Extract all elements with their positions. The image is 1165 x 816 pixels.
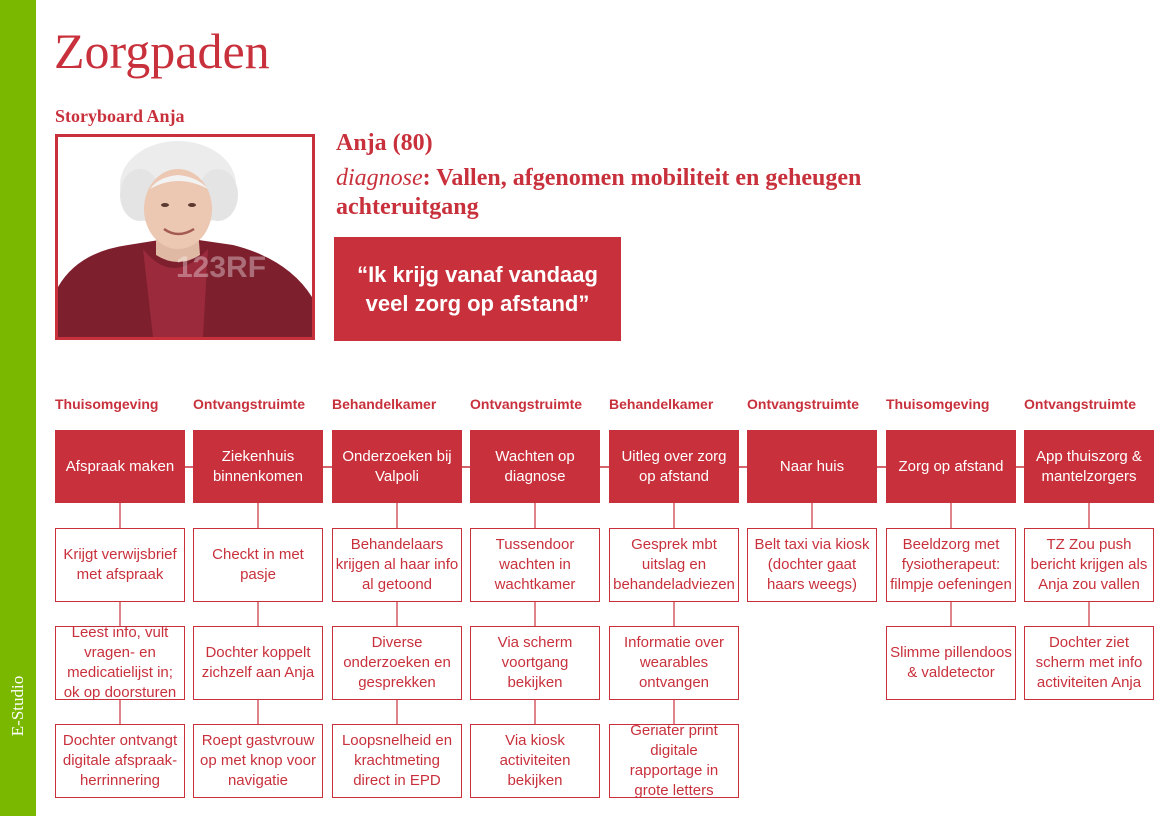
step-box: Uitleg over zorg op afstand [609,430,739,503]
diagnosis-text: : Vallen, afgenomen mobiliteit en geheugen achteruitgang [336,165,862,220]
detail-box: Checkt in met pasje [193,528,323,602]
location-label: Ontvangstruimte [193,396,306,412]
detail-box: Geriater print digitale rapportage in grote letters [609,724,739,798]
detail-box: Beeldzorg met fysiotherapeut: filmpje oefeningen [886,528,1016,602]
location-label: Ontvangstruimte [1024,396,1137,412]
detail-box: Tussendoor wachten in wachtkamer [470,528,600,602]
step-box: Zorg op afstand [886,430,1016,503]
quote-box: “Ik krijg vanaf vandaag veel zorg op afstand” [334,237,621,341]
location-label: Ontvangstruimte [747,396,860,412]
location-label: Thuisomgeving [886,396,990,412]
elderly-woman-portrait-image [58,137,312,337]
detail-box: Gesprek mbt uitslag en behandeladviezen [609,528,739,602]
persona-name: Anja (80) [336,130,433,156]
location-label: Behandelkamer [609,396,714,412]
detail-box: Informatie over wearables ontvangen [609,626,739,700]
detail-box: Krijgt verwijsbrief met afspraak [55,528,185,602]
diagnosis-label: diagnose [336,165,423,191]
detail-box: Dochter ontvangt digitale afspraak-herrinnering [55,724,185,798]
page-title: Zorgpaden [54,23,270,79]
location-label: Thuisomgeving [55,396,159,412]
storyboard-subtitle: Storyboard Anja [55,106,185,126]
step-box: Afspraak maken [55,430,185,503]
detail-box: Via scherm voortgang bekijken [470,626,600,700]
detail-box: Belt taxi via kiosk (dochter gaat haars weegs) [747,528,877,602]
location-label: Behandelkamer [332,396,437,412]
detail-box: Dochter ziet scherm met info activiteiten Anja [1024,626,1154,700]
location-label: Ontvangstruimte [470,396,583,412]
detail-box: Via kiosk activiteiten bekijken [470,724,600,798]
step-box: Onderzoeken bij Valpoli [332,430,462,503]
watermark-mark: 123RF [176,251,267,284]
detail-box: Diverse onderzoeken en gesprekken [332,626,462,700]
detail-box: Roept gastvrouw op met knop voor navigatie [193,724,323,798]
detail-box: Slimme pillendoos & valdetector [886,626,1016,700]
persona-diagnosis [336,164,896,222]
step-box: App thuiszorg & mantelzorgers [1024,430,1154,503]
step-box: Naar huis [747,430,877,503]
sidebar-label: E-Studio [8,675,27,737]
detail-box: Dochter koppelt zichzelf aan Anja [193,626,323,700]
detail-box: TZ Zou push bericht krijgen als Anja zou vallen [1024,528,1154,602]
detail-box: Loopsnelheid en krachtmeting direct in EPD [332,724,462,798]
detail-box: Leest info, vult vragen- en medicatielijst in; ok op doorsturen [55,626,185,700]
sidebar [0,0,36,816]
step-box: Wachten op diagnose [470,430,600,503]
detail-box: Behandelaars krijgen al haar info al getoond [332,528,462,602]
persona-photo [55,134,315,340]
step-box: Ziekenhuis binnenkomen [193,430,323,503]
